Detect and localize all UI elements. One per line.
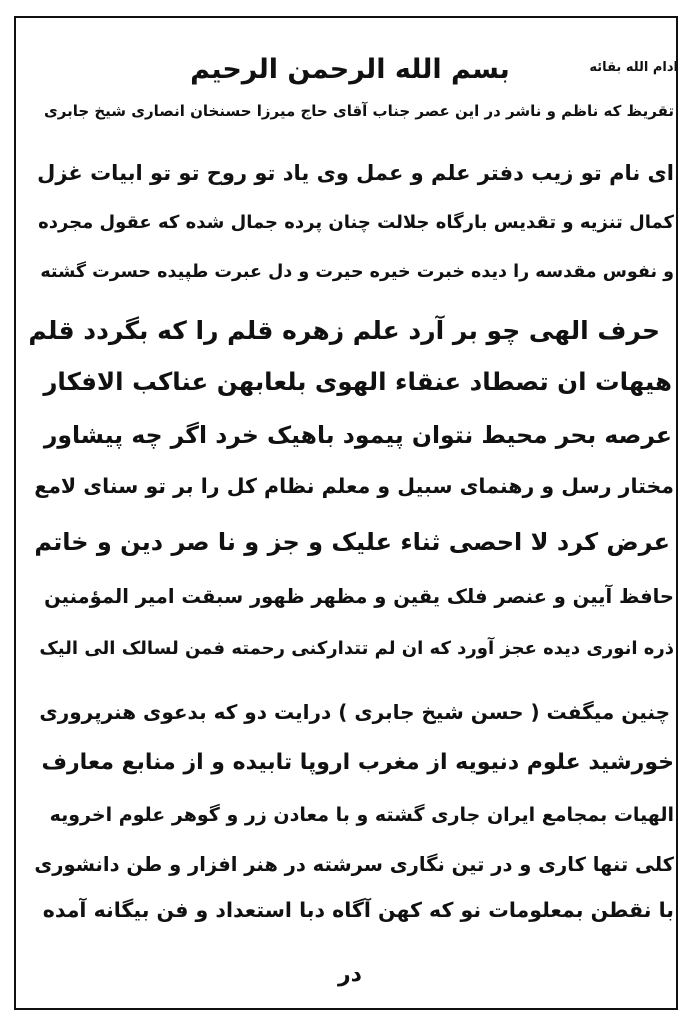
text-line-4: و نفوس مقدسه را دیده خبرت خیره حیرت و دل عبرت طپیده حسرت گشته: [40, 262, 674, 282]
text-line-8: مختار رسل و رهنمای سبیل و معلم نظام کل را بر تو سنای لامع: [34, 474, 674, 498]
text-line-2: ای نام تو زیب دفتر علم و عمل وی یاد تو روح تو تو ابیات غزل: [37, 161, 674, 185]
text-line-12: چنین میگفت ( حسن شیخ جابری ) درایت دو که بدعوی هنرپروری: [39, 700, 670, 724]
text-line-10: حافظ آیین و عنصر فلک یقین و مظهر ظهور سبقت امیر المؤمنین: [44, 585, 674, 608]
text-line-7: عرصه بحر محیط نتوان پیمود باهیک خرد اگر چه پیشاور: [43, 421, 672, 449]
text-line-3: کمال تنزیه و تقدیس بارگاه جلالت چنان پرده جمال شده که عقول مجرده: [38, 212, 674, 233]
text-line-14: الهیات بمجامع ایران جاری گشته و با معادن زر و گوهر علوم اخرویه: [49, 804, 674, 826]
text-line-15: کلی تنها کاری و در تین نگاری سرشته در هنر افزار و طن دانشوری: [34, 853, 674, 876]
text-line-6: هیهات ان تصطاد عنقاء الهوی بلعابهن عناکب الافکار: [43, 367, 672, 396]
text-line-11: ذره انوری دیده عجز آورد که ان لم تتدارکنی رحمته فمن لسالک الی الیک: [39, 638, 674, 659]
page-number: در: [338, 962, 362, 987]
text-line-9: عرض کرد لا احصی ثناء علیک و جز و نا صر دین و خاتم: [34, 528, 670, 556]
text-line-16: با نقطن بمعلومات نو که کهن آگاه دبا استعداد و فن بیگانه آمده: [42, 898, 674, 922]
text-line-13: خورشید علوم دنیویه از مغرب اروپا تابیده و از منابع معارف: [41, 750, 674, 775]
text-line-1: تقریظ که ناظم و ناشر در این عصر جناب آقای حاج میرزا حسنخان انصاری شیخ جابری: [44, 102, 674, 120]
text-line-5: حرف الهی چو بر آرد علم زهره قلم را که بگردد قلم: [28, 316, 660, 345]
basmala-heading: بسم الله الرحمن الرحيم: [190, 54, 510, 85]
margin-note: ادام الله بقائه: [589, 60, 678, 75]
